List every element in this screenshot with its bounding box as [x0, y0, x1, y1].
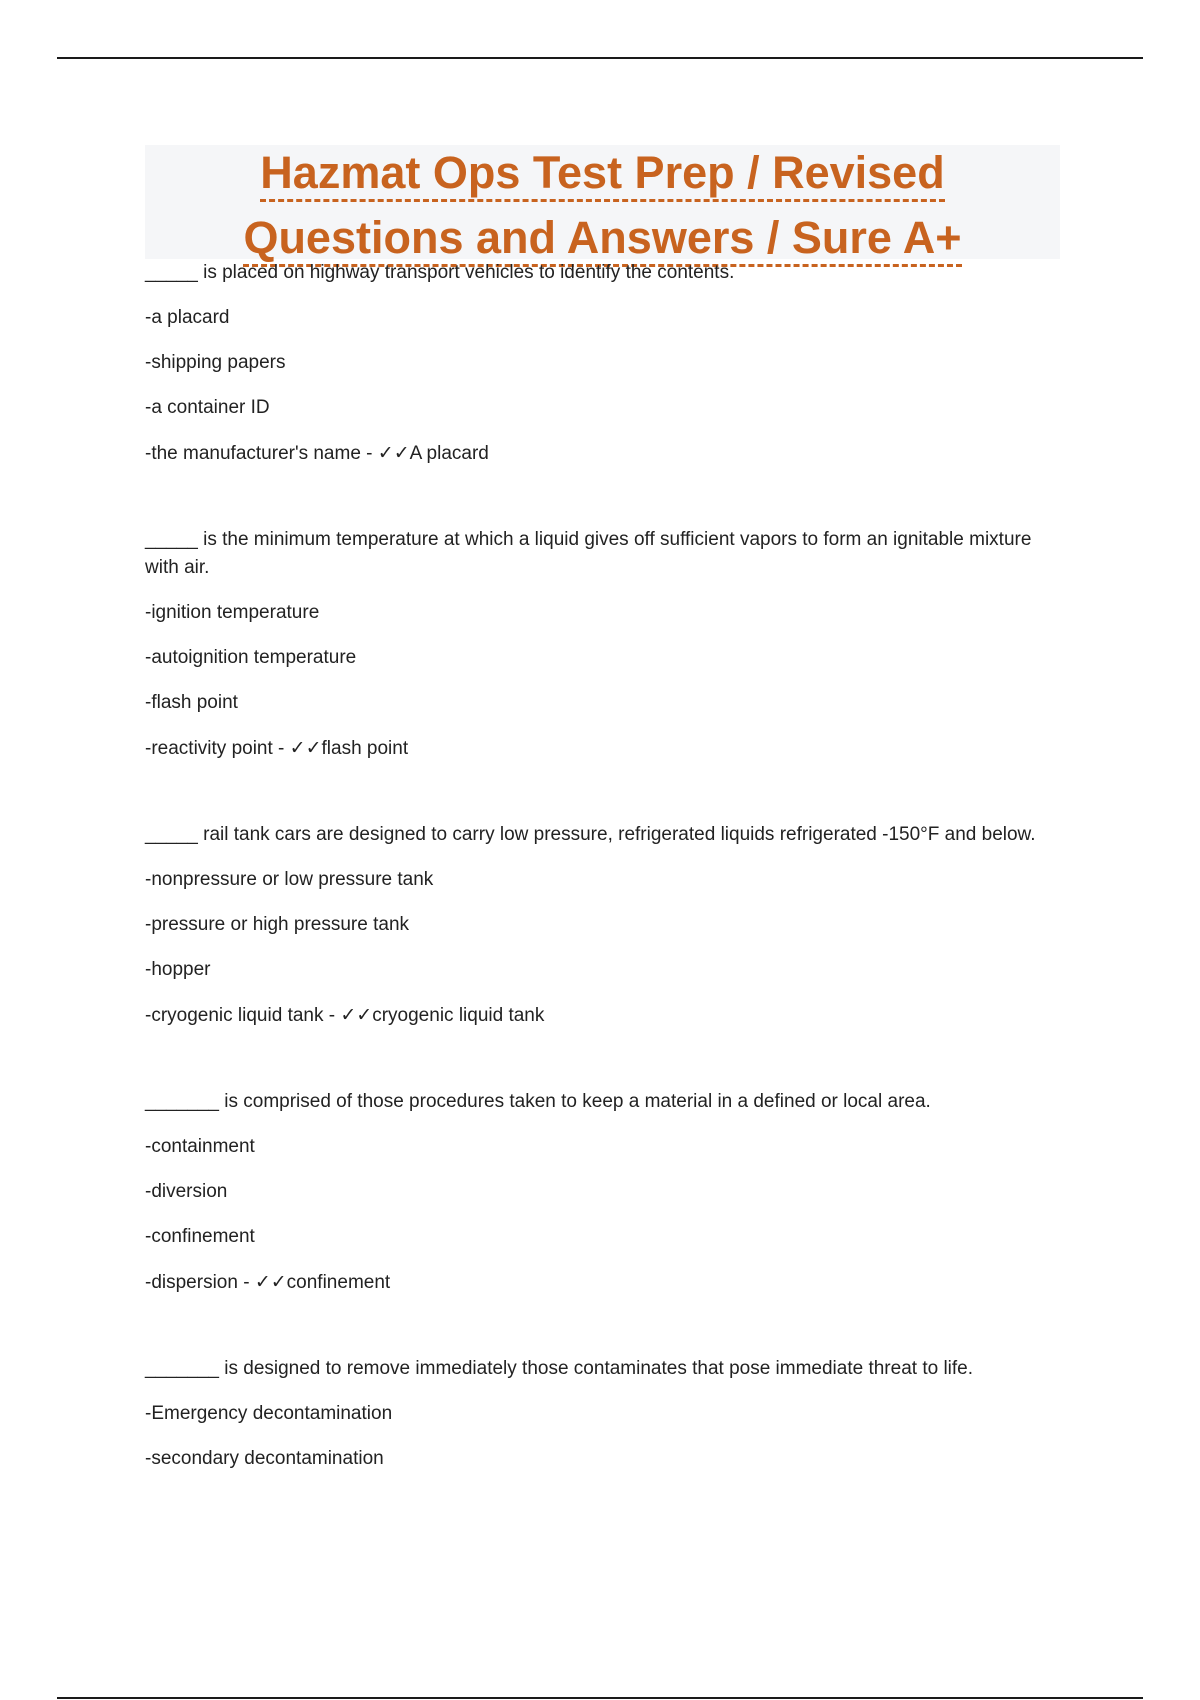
answer-option: -the manufacturer's name -	[145, 443, 378, 464]
checkmark-icon: ✓✓	[340, 1004, 373, 1026]
answer-option: -dispersion -	[145, 1272, 255, 1293]
checkmark-icon: ✓✓	[254, 1271, 287, 1293]
answer-option: -flash point	[145, 692, 238, 713]
answer-option: -a placard	[145, 307, 230, 328]
question-block	[145, 1355, 1060, 1473]
question-prompt: _____ is placed on highway transport vehicles to identify the contents.	[145, 262, 735, 283]
question-list	[145, 259, 1060, 1473]
top-rule	[57, 57, 1143, 59]
answer-option: -secondary decontamination	[145, 1448, 384, 1469]
correct-answer: cryogenic liquid tank	[372, 1005, 545, 1026]
answer-option-with-key	[145, 1001, 1060, 1030]
document-title-line-1: Hazmat Ops Test Prep / Revised	[260, 147, 944, 202]
answer-option: -autoignition temperature	[145, 647, 357, 668]
title-band	[145, 145, 1060, 263]
answer-option-with-key	[145, 1268, 1060, 1297]
correct-answer: confinement	[286, 1272, 391, 1293]
answer-option: -a container ID	[145, 397, 270, 418]
answer-option: -containment	[145, 1136, 255, 1157]
correct-answer: flash point	[321, 738, 409, 759]
answer-option: -cryogenic liquid tank -	[145, 1005, 341, 1026]
answer-option: -confinement	[145, 1226, 255, 1247]
question-prompt: _____ rail tank cars are designed to carry low pressure, refrigerated liquids refrigerated -150°F and below.	[145, 824, 1036, 845]
question-prompt: _______ is designed to remove immediately those contaminates that pose immediate threat to life.	[145, 1358, 974, 1379]
question-block	[145, 526, 1060, 763]
correct-answer: A placard	[409, 443, 489, 464]
answer-option: -diversion	[145, 1181, 228, 1202]
question-prompt: _______ is comprised of those procedures taken to keep a material in a defined or local area.	[145, 1091, 931, 1112]
answer-option-with-key	[145, 734, 1060, 763]
question-block	[145, 1088, 1060, 1297]
answer-option: -shipping papers	[145, 352, 286, 373]
document-title-line-2: Questions and Answers / Sure A+	[243, 212, 961, 267]
answer-option: -hopper	[145, 959, 211, 980]
checkmark-icon: ✓✓	[377, 442, 410, 464]
answer-option: -ignition temperature	[145, 602, 320, 623]
document-body	[145, 145, 1060, 1531]
bottom-rule	[57, 1697, 1143, 1699]
answer-option: -pressure or high pressure tank	[145, 914, 410, 935]
question-prompt: _____ is the minimum temperature at which a liquid gives off sufficient vapors to form an ignitable mixture with air.	[145, 529, 1032, 578]
answer-option: -Emergency decontamination	[145, 1403, 393, 1424]
question-block	[145, 821, 1060, 1030]
question-block	[145, 259, 1060, 468]
answer-option: -nonpressure or low pressure tank	[145, 869, 434, 890]
answer-option: -reactivity point -	[145, 738, 290, 759]
checkmark-icon: ✓✓	[289, 737, 322, 759]
answer-option-with-key	[145, 439, 1060, 468]
